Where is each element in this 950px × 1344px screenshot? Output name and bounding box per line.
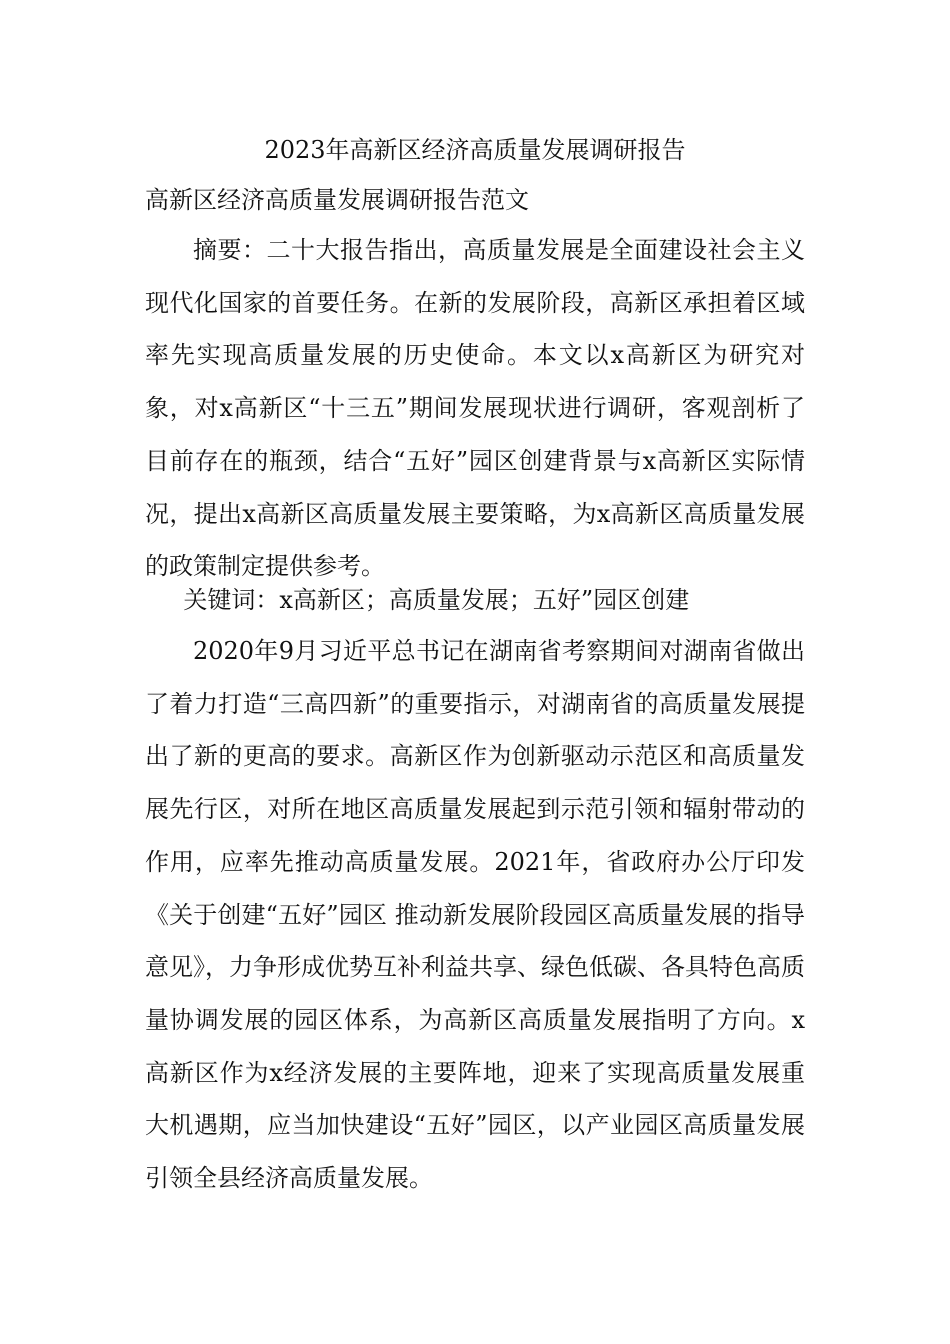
abstract-paragraph: 摘要：二十大报告指出，高质量发展是全面建设社会主义现代化国家的首要任务。在新的发展阶段，高新区承担着区域率先实现高质量发展的历史使命。本文以x高新区为研究对象，对x高新区“十三五”期间发展现状进行调研，客观剖析了目前存在的瓶颈，结合“五好”园区创建背景与x高新区实际情况，提出x高新区高质量发展主要策略，为x高新区高质量发展的政策制定提供参考。 bbox=[145, 236, 805, 581]
keywords-paragraph: 关键词：x高新区；高质量发展；五好”园区创建 bbox=[183, 586, 690, 614]
document-title: 2023年高新区经济高质量发展调研报告 bbox=[264, 136, 686, 164]
body-paragraph: 2020年9月习近平总书记在湖南省考察期间对湖南省做出了着力打造“三高四新”的重要指示，对湖南省的高质量发展提出了新的更高的要求。高新区作为创新驱动示范区和高质量发展先行区，对所在地区高质量发展起到示范引领和辐射带动的作用，应率先推动高质量发展。2021年，省政府办公厅印发《关于创建“五好”园区 推动新发展阶段园区高质量发展的指导意见》，力争形成优势互补利益共享、绿色低碳、各具特色高质量协调发展的园区体系，为高新区高质量发展指明了方向。x高新区作为x经济发展的主要阵地，迎来了实现高质量发展重大机遇期，应当加快建设“五好”园区，以产业园区高质量发展引领全县经济高质量发展。 bbox=[145, 637, 805, 1193]
document-subtitle: 高新区经济高质量发展调研报告范文 bbox=[145, 186, 529, 214]
